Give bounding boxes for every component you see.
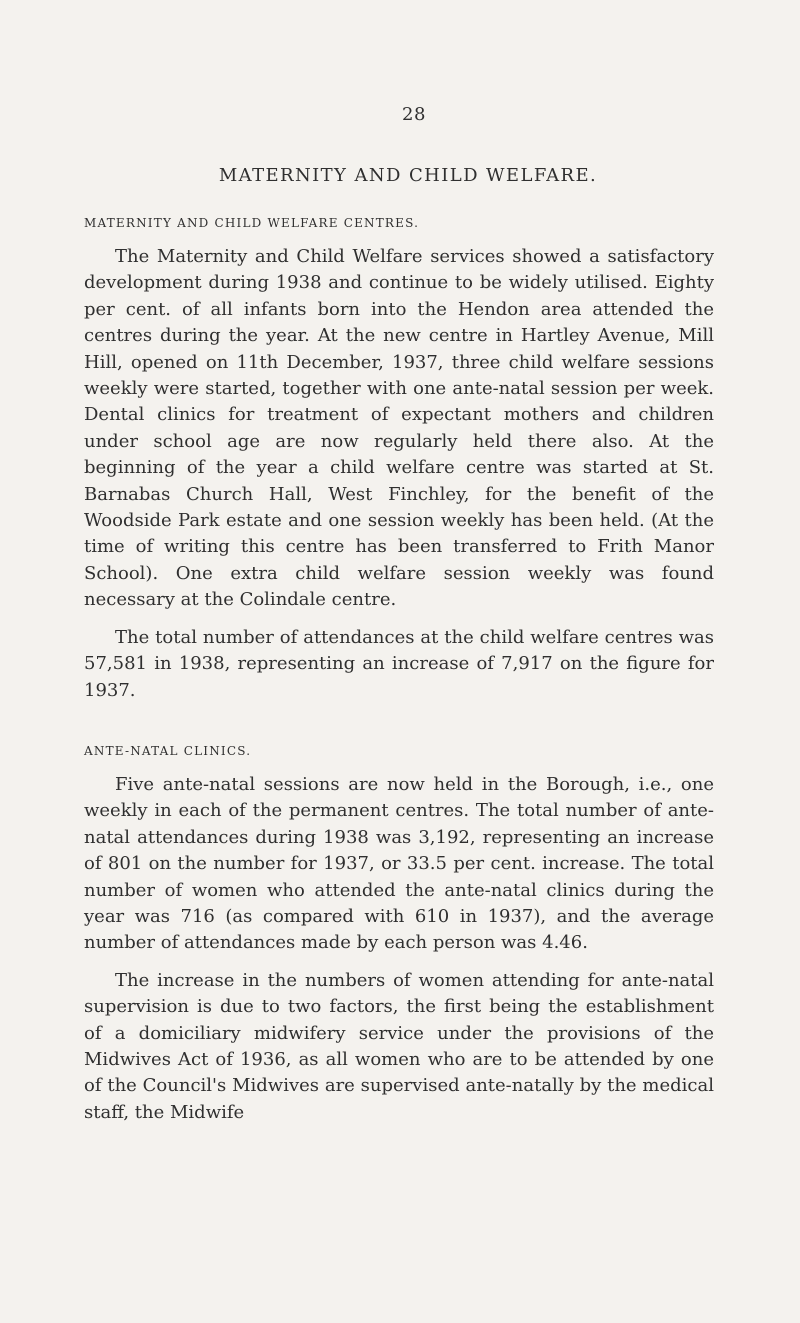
maternity-centres-section [84,215,714,704]
ante-natal-clinics-section [84,743,714,1126]
page-title: MATERNITY AND CHILD WELFARE. [218,165,598,186]
body-paragraph: The increase in the numbers of women attending for ante-natal supervision is due to two factors, the first being the establishment of a domiciliary midwifery service under the provisions of the Midwives Act of 1936, as all women who are to be attended by one of the Council's Midwives are supervised ante-natally by the medical staff, the Midwife [84,969,714,1123]
document-page [84,104,714,1126]
section-heading: ANTE-NATAL CLINICS. [84,743,252,758]
page-number: 28 [402,104,426,125]
body-paragraph: The Maternity and Child Welfare services showed a satisfactory development during 1938 and continue to be widely utilised. Eighty per cent. of all infants born into the Hendon area attended the centres during the year. At the new centre in Hartley Avenue, Mill Hill, opened on 11th December, 1937, three child welfare sessions weekly were started, together with one ante-natal session per week. Dental clinics for treatment of expectant mothers and children under school age are now regularly held there also. At the beginning of the year a child welfare centre was started at St. Barnabas Church Hall, West Finchley, for the benefit of the Woodside Park estate and one session weekly has been held. (At the time of writing this centre has been transferred to Frith Manor School). One extra child welfare session weekly was found necessary at the Colindale centre. [84,246,714,611]
body-paragraph: The total number of attendances at the child welfare centres was 57,581 in 1938, representing an increase of 7,917 on the figure for 1937. [84,626,714,701]
section-heading: MATERNITY AND CHILD WELFARE CENTRES. [84,216,420,230]
body-paragraph: Five ante-natal sessions are now held in the Borough, i.e., one weekly in each of the permanent centres. The total number of ante-natal attendances during 1938 was 3,192, representing an increase of 801 on the number for 1937, or 33.5 per cent. increase. The total number of women who attended the ante-natal clinics during the year was 716 (as compared with 610 in 1937), and the average number of attendances made by each person was 4.46. [84,773,714,954]
